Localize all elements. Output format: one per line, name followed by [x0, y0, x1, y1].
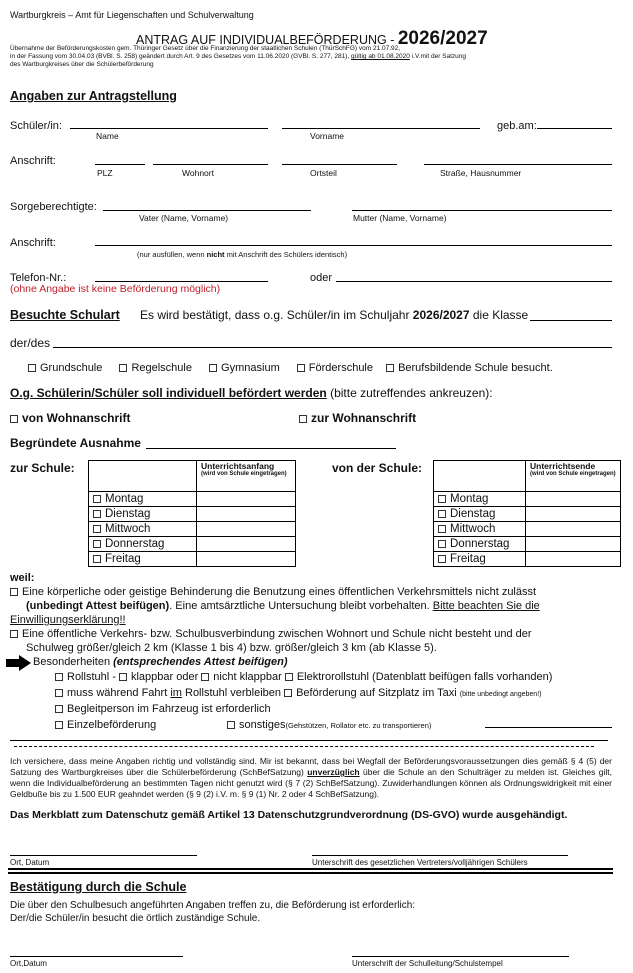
firstname-caption: Vorname: [310, 131, 345, 141]
form-title-year: 2026/2027: [397, 28, 488, 49]
special-options: [55, 670, 552, 733]
exception-label: Begründete Ausnahme: [10, 436, 141, 450]
district-caption: Ortsteil: [310, 168, 337, 178]
class-field[interactable]: [530, 320, 612, 321]
end-header: [526, 461, 621, 492]
day-label: Freitag: [105, 553, 141, 565]
option-gymnasium[interactable]: [209, 362, 280, 374]
confirm-a: Es wird bestätigt, dass o.g. Schüler/in im Schuljahr: [140, 308, 413, 322]
checkbox-icon[interactable]: [93, 510, 101, 518]
legal-line-2: [10, 53, 466, 61]
to-school-label: zur Schule:: [10, 461, 75, 475]
school-type-options: [28, 362, 553, 374]
checkbox-icon[interactable]: [284, 689, 292, 697]
day-wednesday[interactable]: [89, 522, 197, 537]
legal-line-2a: in der Fassung vom 30.04.03 (BVBl. S. 258) geändert durch Art. 9 des Gesetzes vom 11.06.2020 (GVBl. S. 277, 281),: [10, 53, 351, 60]
checkbox-icon[interactable]: [119, 364, 127, 372]
start-time-cell[interactable]: [197, 552, 296, 567]
option-label: Rollstuhl verbleiben: [181, 686, 285, 699]
consent-note: Bitte beachten Sie die: [432, 600, 540, 612]
start-time-cell[interactable]: [197, 522, 296, 537]
privacy-notice: Das Merkblatt zum Datenschutz gemäß Artikel 13 Datenschutzgrundverordnung (DS-GVO) wurde ausgehändigt.: [10, 809, 568, 821]
phone-field[interactable]: [95, 281, 268, 282]
option-nicht-klappbar[interactable]: [201, 671, 285, 683]
table-row: [89, 507, 296, 522]
table-row: [89, 552, 296, 567]
place-date-caption: Ort, Datum: [10, 858, 50, 867]
checkbox-icon[interactable]: [438, 495, 446, 503]
derdes-label: der/des: [10, 336, 51, 350]
option-note: (bitte unbedingt angeben!): [459, 690, 542, 698]
section-title-school-type: Besuchte Schulart: [10, 308, 120, 322]
header-note: (wird von Schule eingetragen): [530, 471, 616, 477]
transport-title-main: O.g. Schülerin/Schüler soll individuell befördert werden: [10, 386, 327, 400]
attest-required: (unbedingt Attest beifügen): [26, 600, 170, 612]
start-header: [197, 461, 296, 492]
option-regelschule[interactable]: [119, 362, 192, 374]
option-rollstuhl[interactable]: [55, 671, 119, 683]
checkbox-icon[interactable]: [299, 415, 307, 423]
confirm-b: die Klasse: [469, 308, 529, 322]
option-elektrorollstuhl[interactable]: [285, 671, 553, 683]
guardian-address-field[interactable]: [95, 245, 612, 246]
note-b: nicht: [206, 250, 225, 259]
school-confirmation-line-2: Der/die Schüler/in besucht die örtlich zuständige Schule.: [10, 913, 261, 924]
special-note: (entsprechendes Attest beifügen): [113, 656, 288, 668]
checkbox-icon[interactable]: [93, 525, 101, 533]
end-header-label: Unterrichtsende: [530, 461, 596, 471]
day-wednesday[interactable]: [434, 522, 526, 537]
end-time-cell[interactable]: [526, 507, 621, 522]
end-time-cell[interactable]: [526, 552, 621, 567]
option-single-transport[interactable]: [55, 718, 227, 734]
option-label: Grundschule: [40, 362, 103, 374]
checkbox-icon[interactable]: [438, 540, 446, 548]
from-home-label: von Wohnanschrift: [22, 411, 131, 425]
legal-line-2b: i.V.mit der Satzung: [409, 53, 467, 60]
father-field[interactable]: [103, 210, 311, 211]
day-label: Dienstag: [450, 508, 496, 520]
option-stay-in-wheelchair[interactable]: [55, 687, 284, 699]
school-confirmation-text: [140, 308, 528, 322]
weil-label: weil:: [10, 572, 35, 584]
confirm-year: 2026/2027: [412, 308, 470, 322]
phone-warning: (ohne Angabe ist keine Beförderung möglich): [10, 283, 221, 295]
table-row: [434, 522, 621, 537]
end-time-cell[interactable]: [526, 492, 621, 507]
reason-1-line-2: . Eine amtsärztliche Untersuchung bleibt vorbehalten.: [169, 600, 433, 612]
table-row: [434, 537, 621, 552]
school-signature-caption: Unterschrift der Schulleitung/Schulstempel: [352, 959, 503, 968]
note-c: mit Anschrift des Schülers identisch): [224, 250, 348, 259]
street-caption: Straße, Hausnummer: [440, 168, 522, 178]
authority-name: Wartburgkreis – Amt für Liegenschaften und Schulverwaltung: [10, 10, 254, 20]
declaration-emph: unverzüglich: [307, 767, 360, 777]
day-label: Montag: [105, 493, 144, 505]
guardian-signature-field[interactable]: [312, 855, 568, 856]
option-klappbar[interactable]: [119, 671, 201, 683]
start-time-cell[interactable]: [197, 537, 296, 552]
option-foerderschule[interactable]: [297, 362, 373, 374]
option-from-home[interactable]: [10, 411, 130, 425]
day-tuesday[interactable]: [89, 507, 197, 522]
checkbox-icon[interactable]: [119, 673, 127, 681]
day-thursday[interactable]: [434, 537, 526, 552]
school-name-field[interactable]: [53, 347, 612, 348]
table-row: [434, 492, 621, 507]
checkbox-icon[interactable]: [227, 721, 235, 729]
end-time-cell[interactable]: [526, 522, 621, 537]
special-title: Besonderheiten: [33, 656, 114, 668]
option-label: muss während Fahrt: [67, 686, 171, 699]
checkbox-icon[interactable]: [438, 555, 446, 563]
table-row: [434, 507, 621, 522]
day-label: Donnerstag: [105, 538, 165, 550]
school-confirmation-line-1: Die über den Schulbesuch angeführten Angaben treffen zu, die Beförderung ist erforderlich:: [10, 900, 416, 911]
transport-title: [10, 386, 493, 400]
table-row: [89, 537, 296, 552]
student-firstname-field[interactable]: [282, 128, 480, 129]
district-field[interactable]: [282, 164, 397, 165]
city-field[interactable]: [153, 164, 268, 165]
plz-field[interactable]: [95, 164, 145, 165]
checkbox-icon[interactable]: [55, 721, 63, 729]
declaration-text: [10, 756, 612, 800]
section-title-applicant: Angaben zur Antragstellung: [10, 89, 177, 103]
phone-alt-field[interactable]: [336, 281, 612, 282]
day-friday[interactable]: [89, 552, 197, 567]
note-a: (nur ausfüllen, wenn: [137, 250, 207, 259]
option-label: sonstiges: [239, 718, 286, 731]
reason-2-line-2: Schulweg größer/gleich 2 km (Klasse 1 bis 4) bzw. größer/gleich 3 km (ab Klasse 5).: [26, 642, 437, 654]
father-caption: Vater (Name, Vorname): [139, 213, 229, 223]
end-time-cell[interactable]: [526, 537, 621, 552]
divider-dashed: [14, 746, 594, 747]
name-caption: Name: [96, 131, 119, 141]
checkbox-icon[interactable]: [28, 364, 36, 372]
legal-validity: gültig ab 01.08.2020: [350, 53, 410, 60]
reason-no-connection: [10, 627, 532, 655]
mother-field[interactable]: [352, 210, 612, 211]
day-label: Dienstag: [105, 508, 151, 520]
special-label: [33, 656, 288, 668]
option-label: Förderschule: [308, 362, 373, 374]
school-place-date-field[interactable]: [10, 956, 183, 957]
checkbox-icon[interactable]: [201, 673, 209, 681]
day-monday[interactable]: [89, 492, 197, 507]
checkbox-icon[interactable]: [285, 673, 293, 681]
checkbox-icon[interactable]: [10, 415, 18, 423]
legal-line-3: des Wartburgkreises über die Schülerbeförderung: [10, 61, 154, 68]
divider-double-top: [8, 868, 613, 870]
checkbox-icon[interactable]: [209, 364, 217, 372]
consent-link: Einwilligungserklärung!!: [10, 614, 126, 626]
day-label: Montag: [450, 493, 489, 505]
dob-field[interactable]: [537, 128, 612, 129]
option-label: Berufsbildende Schule besucht.: [398, 362, 553, 374]
reason-1-line-1: Eine körperliche oder geistige Behinderung die Benutzung eines öffentlichen Verkehrsmittels nicht zulässt: [22, 586, 537, 598]
address-label: Anschrift:: [10, 155, 56, 167]
form-title-text: ANTRAG AUF INDIVIDUALBEFÖRDERUNG -: [136, 33, 398, 47]
school-place-date-caption: Ort,Datum: [10, 959, 47, 968]
guardian-address-note: [137, 250, 347, 259]
dob-label: geb.am:: [497, 120, 537, 132]
place-date-field[interactable]: [10, 855, 197, 856]
school-confirmation-text: [10, 899, 415, 925]
checkbox-icon[interactable]: [93, 495, 101, 503]
option-label: Regelschule: [131, 362, 192, 374]
guardian-signature-caption: Unterschrift des gesetzlichen Vertreters/volljährigen Schülers: [312, 858, 528, 867]
street-field[interactable]: [424, 164, 612, 165]
guardians-label: Sorgeberechtigte:: [10, 201, 97, 213]
checkbox-icon[interactable]: [93, 555, 101, 563]
option-label: Begleitperson im Fahrzeug ist erforderlich: [67, 703, 271, 715]
checkbox-icon[interactable]: [297, 364, 305, 372]
option-label: Elektrorollstuhl (Datenblatt beifügen falls vorhanden): [296, 671, 553, 683]
table-row: [89, 492, 296, 507]
checkbox-icon[interactable]: [438, 510, 446, 518]
reason-2-line-1: Eine öffentliche Verkehrs- bzw. Schulbusverbindung zwischen Wohnort und Schule nicht besteht und der: [22, 628, 532, 640]
reason-disability: [10, 585, 540, 627]
table-corner: [89, 461, 197, 492]
option-label: Beförderung auf Sitzplatz im Taxi: [296, 686, 460, 699]
phone-or-label: oder: [310, 272, 333, 284]
day-tuesday[interactable]: [434, 507, 526, 522]
day-monday[interactable]: [434, 492, 526, 507]
option-taxi-seat[interactable]: [284, 687, 541, 699]
exception-field[interactable]: [146, 448, 396, 449]
option-grundschule[interactable]: [28, 362, 102, 374]
day-label: Freitag: [450, 553, 486, 565]
day-label: Donnerstag: [450, 538, 510, 550]
to-home-label: zur Wohnanschrift: [311, 411, 417, 425]
section-title-school-confirmation: Bestätigung durch die Schule: [10, 880, 187, 894]
checkbox-icon[interactable]: [10, 630, 18, 638]
legal-basis: [10, 45, 466, 69]
phone-label: Telefon-Nr.:: [10, 272, 67, 284]
option-berufsbildende[interactable]: [386, 362, 553, 374]
divider-double-bottom: [8, 872, 613, 874]
start-time-cell[interactable]: [197, 492, 296, 507]
checkbox-icon[interactable]: [10, 588, 18, 596]
option-other[interactable]: [227, 719, 431, 731]
checkbox-icon[interactable]: [55, 673, 63, 681]
option-label-emph: im: [170, 686, 182, 699]
declaration-b: über die Schule an den Schulträger zu melden ist. Gleiches gilt, wenn die Individualbeförderung an bestimmten Tagen nicht genutzt wird (§ 7 (2) SchBefSatzung). Zuwiderhandlungen können als Ordnungswidrigkeit mit einer Geldbuße bis zu 1.500 EUR geahndet werden (§ 9 (2) i.V. m. § 9 (1) Nr. 2 oder 4 SchBefSatzung).: [10, 767, 612, 799]
legal-line-1: Übernahme der Beförderungskosten gem. Thüringer Gesetz über die Finanzierung der staatlichen Schulen (ThürSchFG) vom 21.07.92,: [10, 45, 401, 52]
option-label: Einzelbeförderung: [67, 718, 157, 731]
transport-title-hint: (bitte zutreffendes ankreuzen):: [326, 386, 493, 400]
checkbox-icon[interactable]: [55, 689, 63, 697]
other-field[interactable]: [485, 727, 612, 728]
option-label: Rollstuhl -: [67, 671, 119, 683]
checkbox-icon[interactable]: [55, 705, 63, 713]
student-label: Schüler/in:: [10, 120, 62, 132]
start-time-cell[interactable]: [197, 507, 296, 522]
day-label: Mittwoch: [450, 523, 496, 535]
start-header-label: Unterrichtsanfang: [201, 461, 275, 471]
divider-solid: [10, 740, 608, 741]
option-companion[interactable]: [55, 703, 271, 715]
student-name-field[interactable]: [70, 128, 268, 129]
to-school-table: [88, 460, 296, 567]
checkbox-icon[interactable]: [386, 364, 394, 372]
table-row: [434, 552, 621, 567]
guardian-address-label: Anschrift:: [10, 237, 56, 249]
day-friday[interactable]: [434, 552, 526, 567]
option-label: Gymnasium: [221, 362, 280, 374]
table-corner: [434, 461, 526, 492]
checkbox-icon[interactable]: [93, 540, 101, 548]
checkbox-icon[interactable]: [438, 525, 446, 533]
option-to-home[interactable]: [299, 411, 416, 425]
from-school-table: [433, 460, 621, 567]
arrow-right-icon: [6, 655, 32, 671]
mother-caption: Mutter (Name, Vorname): [353, 213, 447, 223]
from-school-label: von der Schule:: [332, 461, 423, 475]
table-row: [89, 522, 296, 537]
city-caption: Wohnort: [182, 168, 214, 178]
day-label: Mittwoch: [105, 523, 151, 535]
option-note: (Gehstützen, Rollator etc. zu transportieren): [285, 720, 432, 730]
day-thursday[interactable]: [89, 537, 197, 552]
header-note: (wird von Schule eingetragen): [201, 471, 287, 477]
declaration-a: Ich versichere, dass meine Angaben richtig und vollständig sind. Mir ist bekannt, dass bei Wegfall der Beförderungsvoraussetzungen dies gemäß § 4 (5) der Satzung des Wartburgkreises über die Schülerbeförderung (SchBefSatzung): [10, 756, 612, 777]
option-label: klappbar oder: [130, 671, 202, 683]
option-label: nicht klappbar: [213, 671, 285, 683]
plz-caption: PLZ: [97, 168, 113, 178]
school-signature-field[interactable]: [352, 956, 569, 957]
